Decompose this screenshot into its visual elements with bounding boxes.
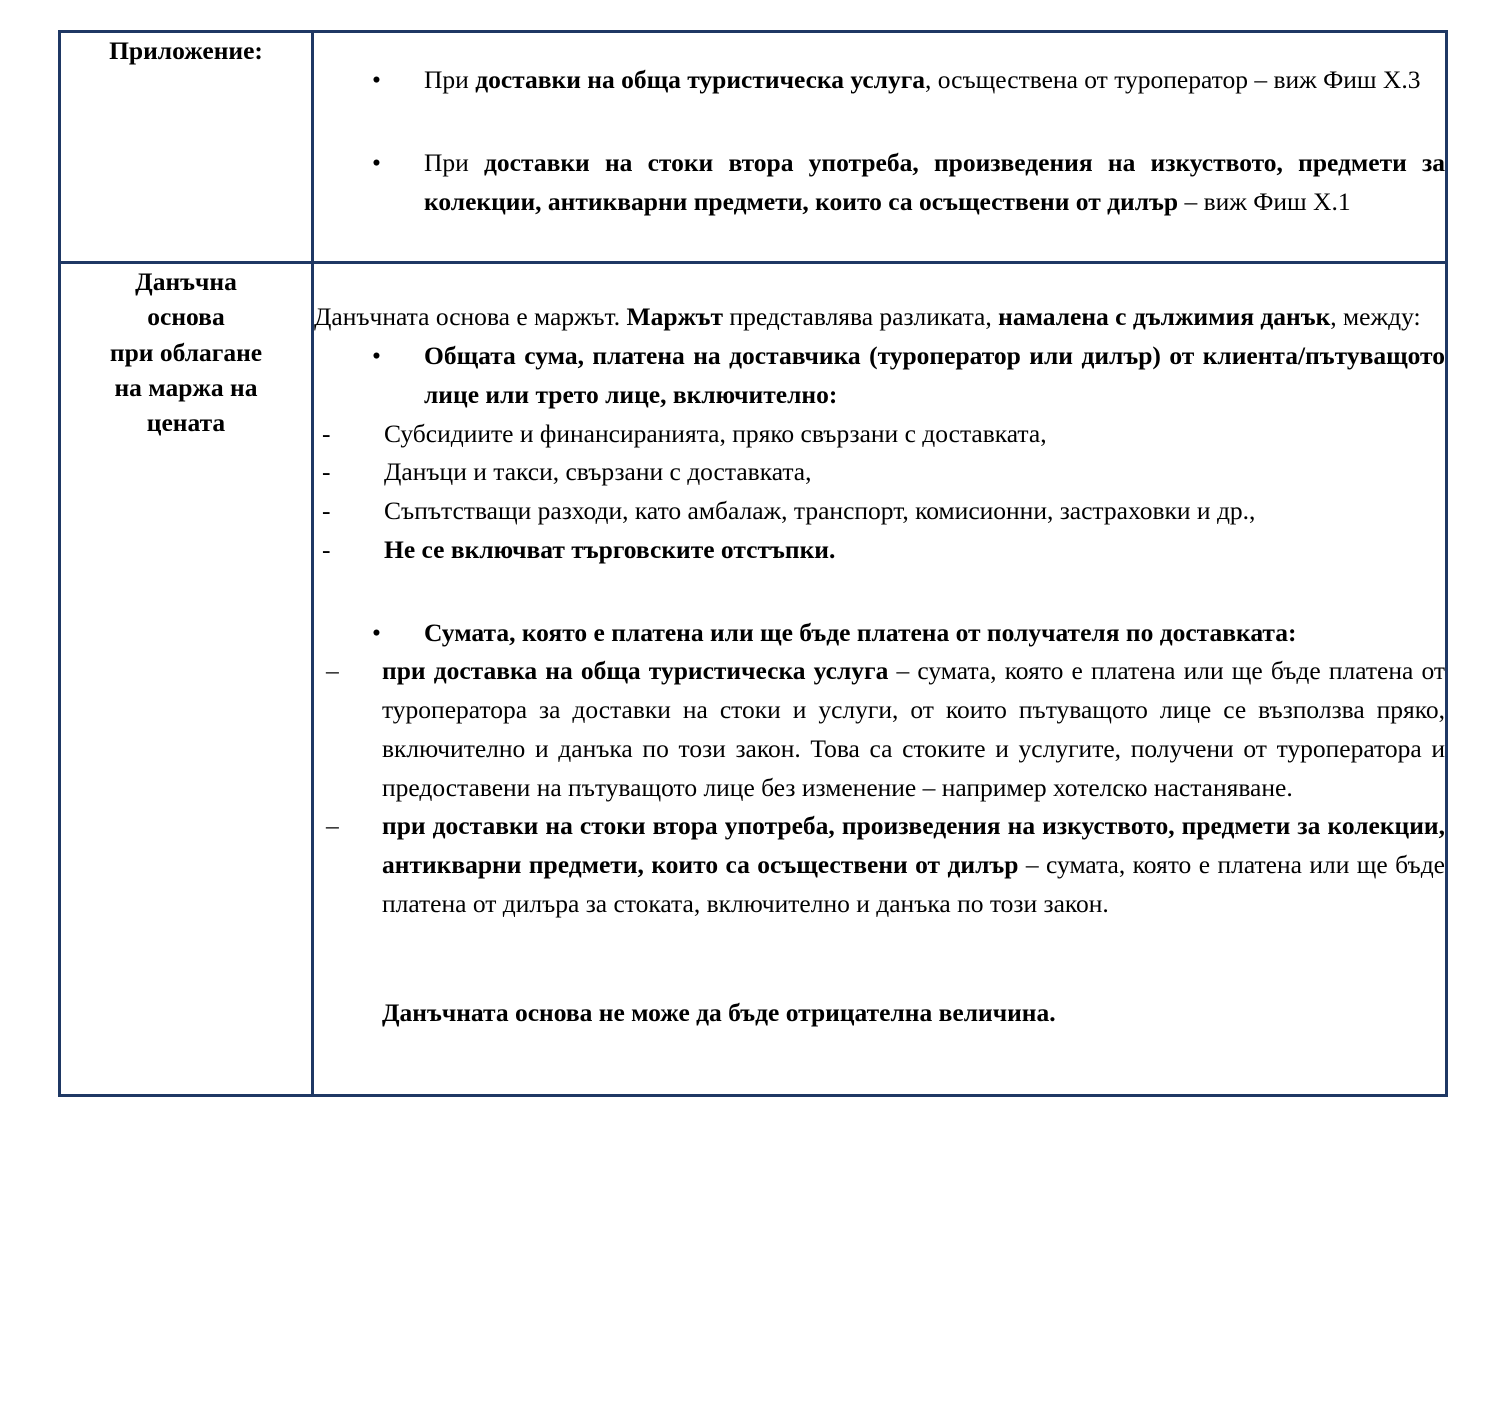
bullet-dot-icon: • xyxy=(372,147,381,177)
list-item xyxy=(314,61,1445,100)
endash-marker-icon: – xyxy=(326,656,339,686)
dash-text-bold: Не се включват търговските отстъпки. xyxy=(384,534,836,564)
text-segment: При xyxy=(424,65,476,94)
row-label-application xyxy=(60,32,313,263)
dash-text: Съпътстващи разходи, като амбалаж, транспорт, комисионни, застраховки и др., xyxy=(384,496,1256,525)
text-segment-bold: при доставки на стоки втора употреба, произведения на изкуството, предмети за колекции, антикварни предмети, които са осъществени от дилър xyxy=(382,811,1445,879)
list-item xyxy=(314,531,1445,570)
text-segment: представлява разликата, xyxy=(723,302,999,332)
final-note: Данъчната основа не може да бъде отрицателна величина. xyxy=(382,997,1056,1027)
text-segment-bold: намалена с дължимия данък xyxy=(998,302,1331,332)
bullet-text-bold: Сумата, която е платена или ще бъде платена от получателя по доставката: xyxy=(424,617,1297,647)
row-label-line: при облагане xyxy=(109,337,263,367)
row-label-line: цената xyxy=(146,408,226,437)
intro-paragraph xyxy=(314,298,1445,337)
dash-marker-icon: - xyxy=(322,457,331,487)
bullet-dot-icon: • xyxy=(372,617,381,647)
text-segment-bold: доставки на обща туристическа услуга xyxy=(475,65,926,94)
table-row xyxy=(60,263,1447,1096)
row-label-line: основа xyxy=(147,302,225,332)
group-one-dash-list xyxy=(314,415,1445,570)
text-segment: , осъществена от туроператор – виж Фиш Х.3 xyxy=(925,65,1421,94)
bullet-text-bold: Общата сума, платена на доставчика (туроператор или дилър) от клиента/пътуващото лице или трето лице, включително: xyxy=(424,341,1445,409)
final-spacer xyxy=(314,924,1445,994)
text-segment: При xyxy=(424,147,485,177)
list-item xyxy=(314,453,1445,492)
dash-marker-icon: - xyxy=(322,534,331,564)
text-segment-bold: доставки на стоки втора употреба, произведения на изкуството, предмети за колекции, антикварни предмети, които са осъществени от дилър xyxy=(424,147,1446,216)
list-item xyxy=(314,492,1445,531)
row-label-text: Приложение: xyxy=(109,36,263,65)
list-item xyxy=(314,652,1445,807)
tail-spacer xyxy=(314,1032,1445,1038)
text-segment-bold: при доставка на обща туристическа услуга xyxy=(382,656,889,686)
text-segment: – виж Фиш Х.1 xyxy=(1178,186,1351,216)
text-segment-bold: Маржът xyxy=(626,302,724,332)
application-bullet-list xyxy=(314,61,1445,221)
section-spacer xyxy=(314,570,1445,614)
row-label-line: Данъчна xyxy=(135,267,237,297)
text-segment: – сумата, която е платена или ще бъде платена от дилъра за стоката, включително и данъка по този закон. xyxy=(382,850,1445,918)
bullet-text xyxy=(424,148,1445,216)
dash-text xyxy=(382,656,1445,801)
tax-base-table xyxy=(58,30,1448,1097)
text-segment: – сумата, която е платена или ще бъде платена от туроператора за доставки на стоки и услуги, от които пътуващото лице се възползва пряко, включително и данъка по този закон. Това са стоките и услугите, получени от туроператора и предоставени на пътуващото лице без изменение – например хотелско настаняване. xyxy=(382,656,1446,802)
group-two-dash-list xyxy=(314,652,1445,923)
list-item xyxy=(314,337,1445,415)
text-segment: Данъчната основа е маржът. xyxy=(314,302,627,332)
row-label-line: на маржа на xyxy=(114,372,258,402)
row-content-tax-base xyxy=(313,263,1447,1096)
dash-text xyxy=(382,811,1445,918)
group-one-bullet-list xyxy=(314,337,1445,415)
dash-marker-icon: - xyxy=(322,496,331,525)
bullet-dot-icon: • xyxy=(372,65,381,94)
dash-text: Субсидиите и финансиранията, пряко свързани с доставката, xyxy=(384,418,1047,448)
bullet-dot-icon: • xyxy=(372,341,381,370)
dash-marker-icon: - xyxy=(322,418,331,448)
text-segment: , между: xyxy=(1330,302,1421,332)
list-item xyxy=(314,415,1445,454)
bullet-text xyxy=(424,65,1420,94)
row-label-tax-base xyxy=(60,263,313,1096)
dash-text: Данъци и такси, свързани с доставката, xyxy=(384,457,812,487)
group-two-bullet-list xyxy=(314,614,1445,653)
list-item xyxy=(314,144,1445,222)
table-row xyxy=(60,32,1447,263)
endash-marker-icon: – xyxy=(326,811,339,841)
row-content-application xyxy=(313,32,1447,263)
list-item xyxy=(314,807,1445,923)
list-item xyxy=(314,614,1445,653)
